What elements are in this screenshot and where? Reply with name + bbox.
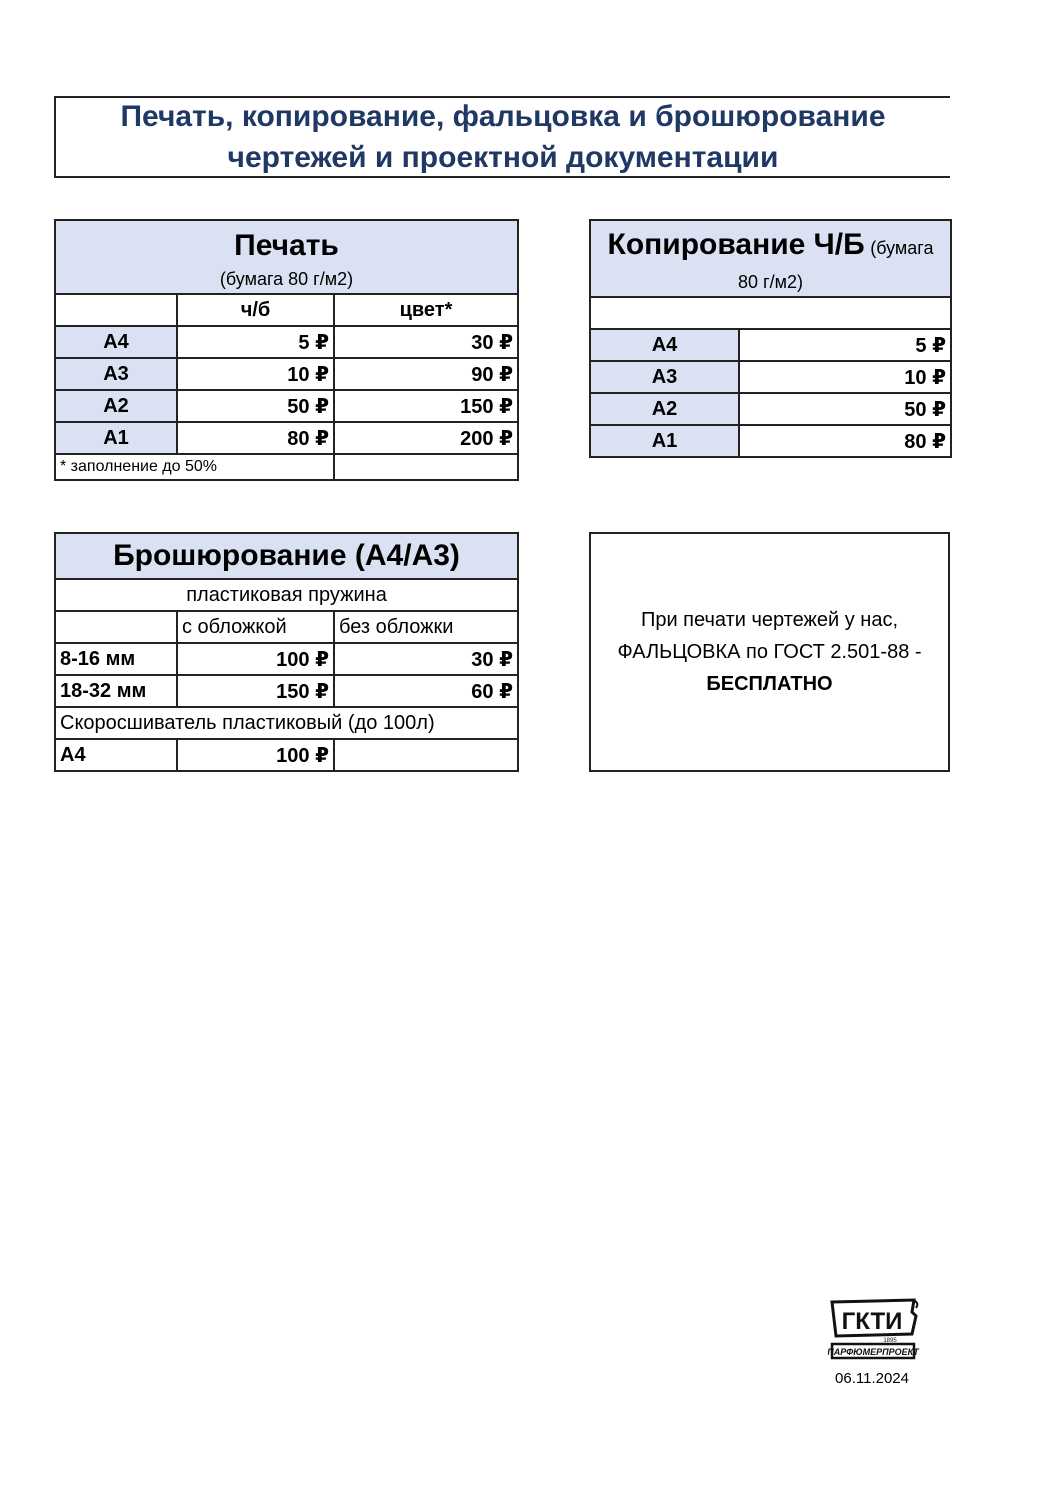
document-date: 06.11.2024	[835, 1370, 909, 1387]
size-cell: А4	[55, 739, 177, 771]
document-title	[54, 96, 950, 178]
table-row	[55, 422, 518, 454]
table-row	[55, 358, 518, 390]
logo-text: ГКТИ	[841, 1308, 903, 1335]
price-cell: 5 ₽	[177, 326, 334, 358]
note-line-1: При печати чертежей у нас,	[640, 609, 899, 631]
table-row	[55, 739, 518, 771]
price-cell: 150 ₽	[177, 675, 334, 707]
price-cell: 50 ₽	[739, 393, 951, 425]
note-line-2: ФАЛЬЦОВКА по ГОСТ 2.501-88 -	[617, 641, 922, 663]
print-col-bw: ч/б	[177, 294, 334, 326]
copy-subheading-2: 80 г/м2)	[738, 272, 803, 292]
print-col-empty	[55, 294, 177, 326]
price-cell: 30 ₽	[334, 643, 518, 675]
copy-subheading-1: (бумага	[870, 238, 934, 258]
binding-binder: Скоросшиватель пластиковый (до 100л)	[55, 707, 518, 739]
title-line-2: чертежей и проектной документации	[227, 141, 779, 174]
size-cell: А2	[55, 390, 177, 422]
print-footnote: * заполнение до 50%	[55, 454, 334, 480]
size-cell: А1	[55, 422, 177, 454]
price-cell: 150 ₽	[334, 390, 518, 422]
binding-col-without: без обложки	[334, 611, 518, 643]
price-cell: 5 ₽	[739, 329, 951, 361]
price-cell: 90 ₽	[334, 358, 518, 390]
binding-price-table	[54, 532, 519, 772]
table-row	[590, 425, 951, 457]
price-cell: 80 ₽	[739, 425, 951, 457]
print-heading: Печать	[234, 229, 339, 262]
size-cell: А1	[590, 425, 739, 457]
size-cell: А2	[590, 393, 739, 425]
logo-subtext: ПАРФЮМЕРПРОЕКТ	[828, 1347, 919, 1357]
price-cell: 100 ₽	[177, 643, 334, 675]
table-row	[590, 361, 951, 393]
table-row	[55, 643, 518, 675]
copy-header	[590, 220, 951, 297]
size-cell: А3	[55, 358, 177, 390]
copy-heading: Копирование Ч/Б	[607, 228, 865, 261]
table-row	[590, 329, 951, 361]
table-row	[590, 393, 951, 425]
price-cell: 80 ₽	[177, 422, 334, 454]
binder-empty	[334, 739, 518, 771]
table-row	[55, 390, 518, 422]
copy-empty-row	[590, 297, 951, 329]
table-row	[55, 675, 518, 707]
price-cell: 10 ₽	[739, 361, 951, 393]
binding-heading: Брошюрование (А4/А3)	[55, 533, 518, 579]
print-subheading: (бумага 80 г/м2)	[219, 269, 354, 289]
note-line-3: БЕСПЛАТНО	[706, 673, 833, 695]
logo-year: 1895	[883, 1338, 897, 1344]
print-price-table	[54, 219, 519, 481]
range-cell: 18-32 мм	[55, 675, 177, 707]
print-col-color: цвет*	[334, 294, 518, 326]
size-cell: А4	[55, 326, 177, 358]
price-cell: 60 ₽	[334, 675, 518, 707]
copy-price-table	[589, 219, 952, 458]
print-header	[55, 220, 518, 294]
price-cell: 10 ₽	[177, 358, 334, 390]
print-footnote-empty	[334, 454, 518, 480]
binding-col-empty	[55, 611, 177, 643]
size-cell: А3	[590, 361, 739, 393]
logo-graphic	[828, 1298, 920, 1362]
folding-note	[589, 532, 950, 772]
table-row	[55, 326, 518, 358]
price-cell: 30 ₽	[334, 326, 518, 358]
price-cell: 50 ₽	[177, 390, 334, 422]
company-logo	[828, 1298, 920, 1362]
binding-col-with: с обложкой	[177, 611, 334, 643]
price-cell: 200 ₽	[334, 422, 518, 454]
binding-spring: пластиковая пружина	[55, 579, 518, 611]
price-cell: 100 ₽	[177, 739, 334, 771]
title-line-1: Печать, копирование, фальцовка и брошюрование	[120, 100, 886, 133]
size-cell: А4	[590, 329, 739, 361]
range-cell: 8-16 мм	[55, 643, 177, 675]
